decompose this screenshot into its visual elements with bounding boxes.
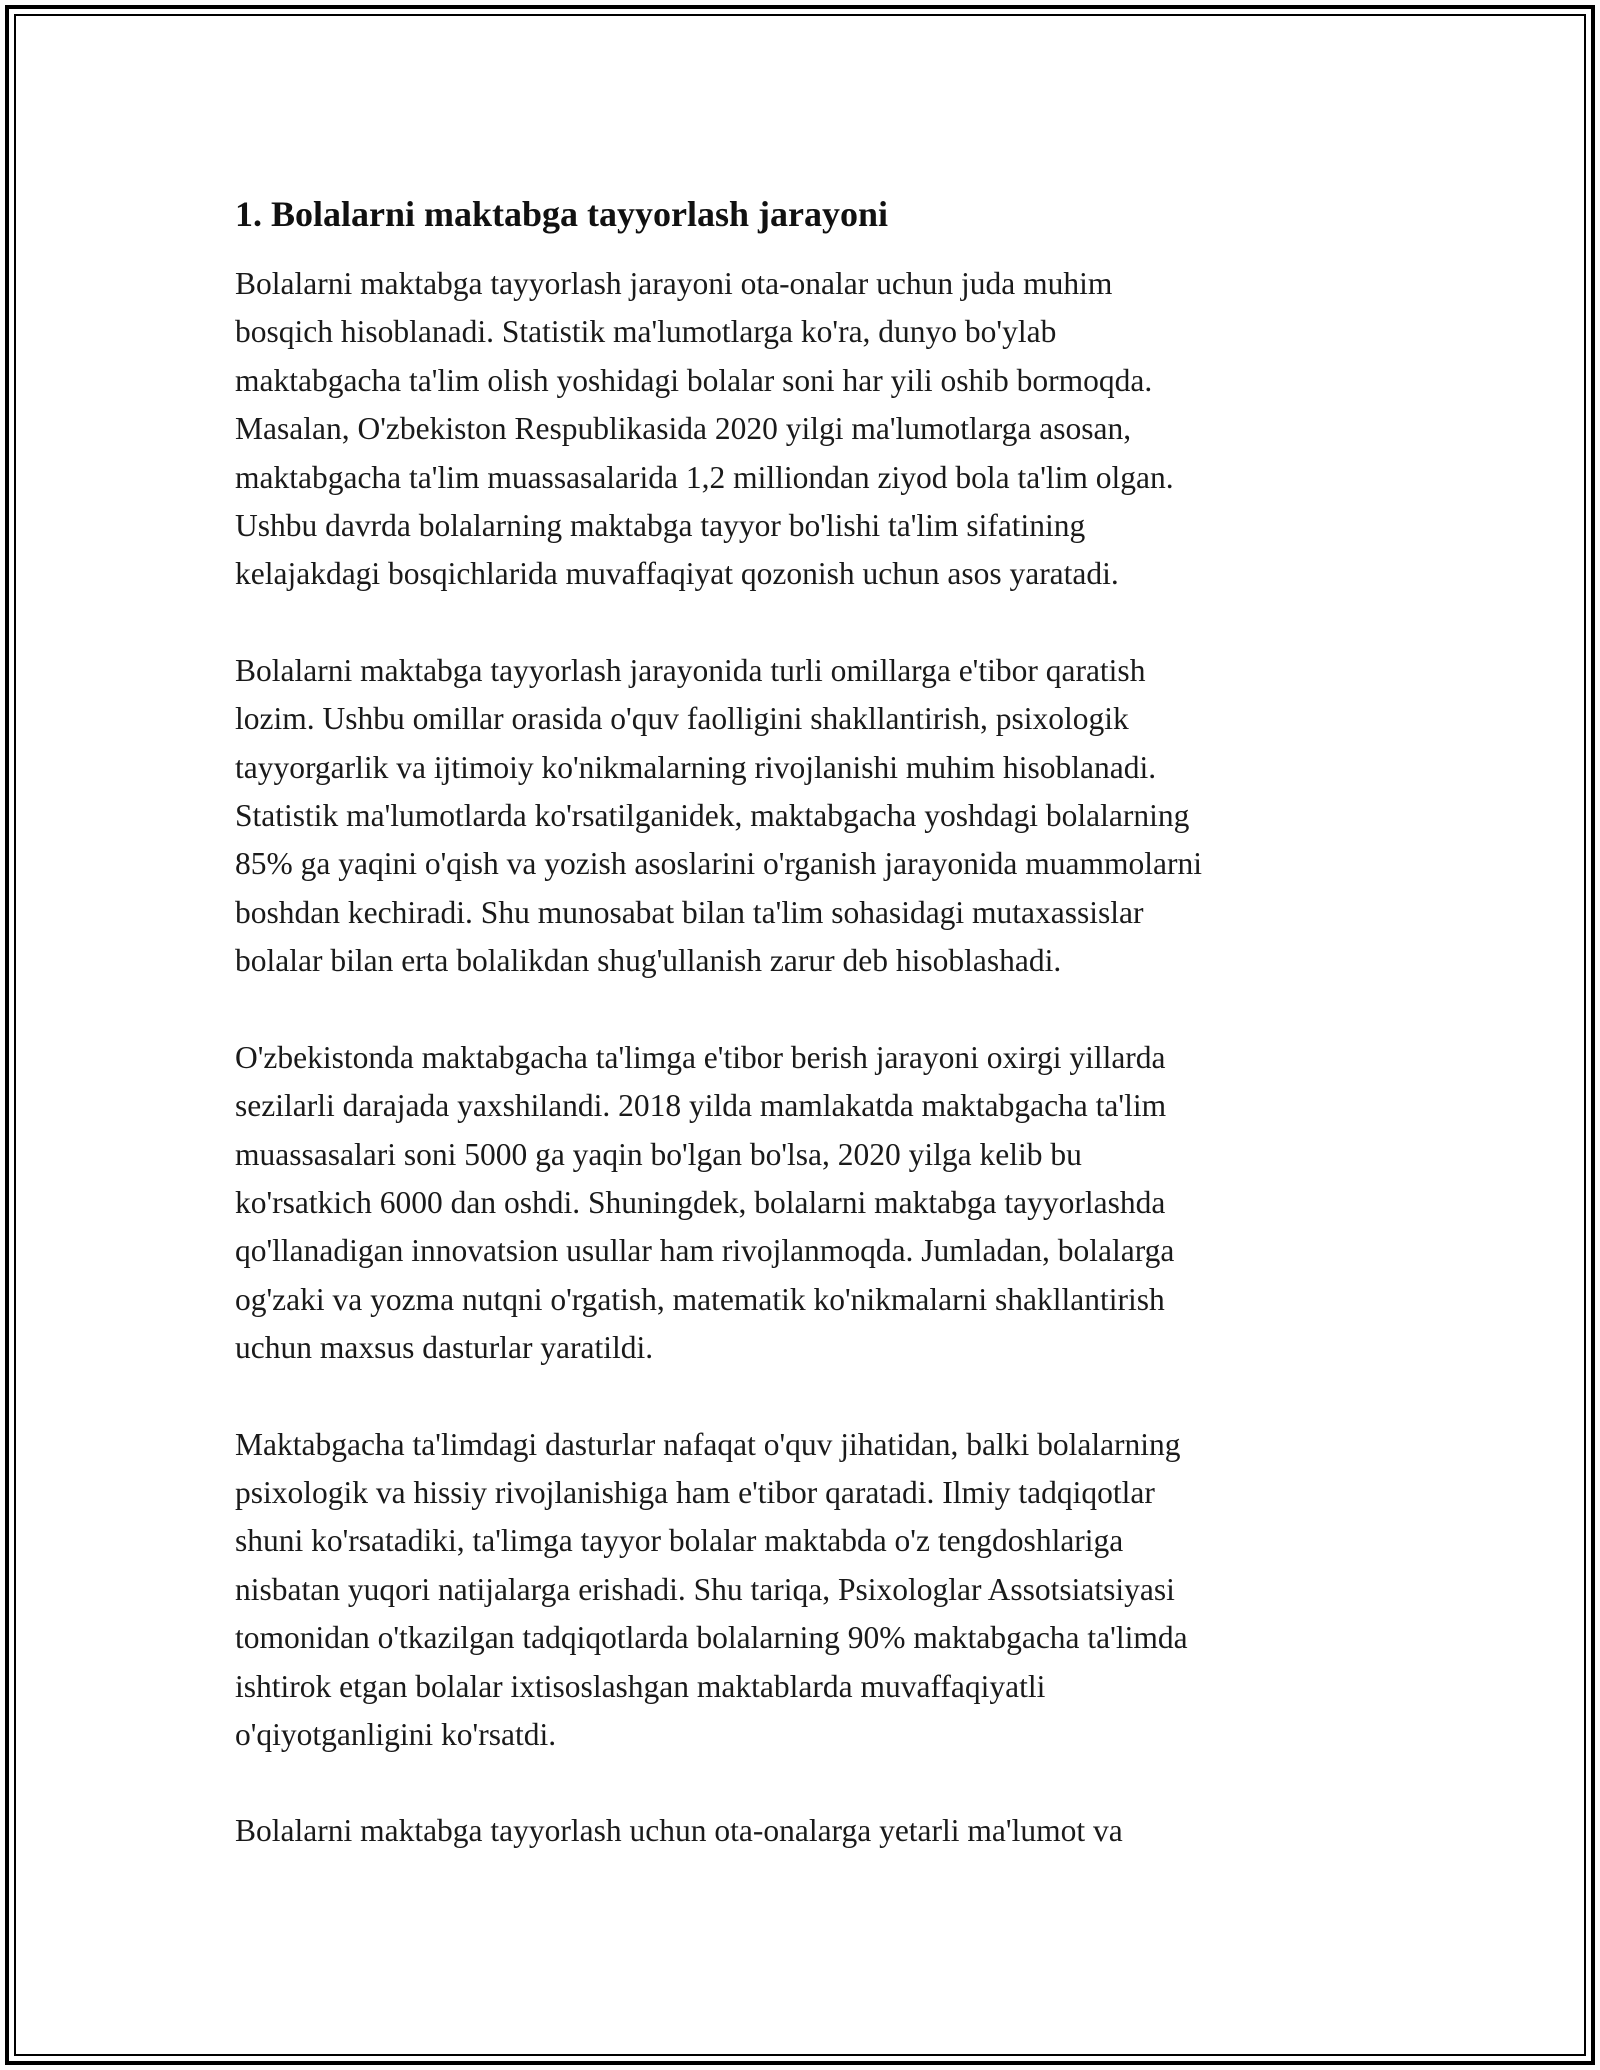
text-line: kelajakdagi bosqichlarida muvaffaqiyat qozonish uchun asos yaratadi. [235,556,1119,592]
text-line: bosqich hisoblanadi. Statistik ma'lumotlarga ko'ra, dunyo bo'ylab [235,314,1057,350]
text-line: Statistik ma'lumotlarda ko'rsatilganidek, maktabgacha yoshdagi bolalarning [235,798,1190,834]
text-line: tomonidan o'tkazilgan tadqiqotlarda bolalarning 90% maktabgacha ta'limda [235,1620,1188,1656]
text-line: Ushbu davrda bolalarning maktabga tayyor bo'lishi ta'lim sifatining [235,508,1086,544]
paragraph-4 [235,1421,1375,1760]
text-line: Bolalarni maktabga tayyorlash uchun ota-onalarga yetarli ma'lumot va [235,1813,1123,1849]
text-line: ishtirok etgan bolalar ixtisoslashgan maktablarda muvaffaqiyatli [235,1668,1046,1704]
text-line: maktabgacha ta'lim muassasalarida 1,2 milliondan ziyod bola ta'lim olgan. [235,459,1174,495]
text-line: O'zbekistonda maktabgacha ta'limga e'tibor berish jarayoni oxirgi yillarda [235,1039,1166,1075]
text-line: o'qiyotganligini ko'rsatdi. [235,1716,557,1752]
text-line: 85% ga yaqini o'qish va yozish asoslarini o'rganish jarayonida muammolarni [235,846,1202,882]
text-line: nisbatan yuqori natijalarga erishadi. Shu tariqa, Psixologlar Assotsiatsiyasi [235,1571,1175,1607]
text-line: bolalar bilan erta bolalikdan shug'ullanish zarur deb hisoblashadi. [235,943,1062,979]
text-line: og'zaki va yozma nutqni o'rgatish, matematik ko'nikmalarni shakllantirish [235,1281,1165,1317]
text-line: shuni ko'rsatadiki, ta'limga tayyor bolalar maktabda o'z tengdoshlariga [235,1523,1124,1559]
text-line: tayyorgarlik va ijtimoiy ko'nikmalarning rivojlanishi muhim hisoblanadi. [235,749,1157,785]
text-line: maktabgacha ta'lim olish yoshidagi bolalar soni har yili oshib bormoqda. [235,362,1153,398]
text-line: qo'llanadigan innovatsion usullar ham rivojlanmoqda. Jumladan, bolalarga [235,1233,1175,1269]
document-body [235,188,1375,1904]
text-line: muassasalari soni 5000 ga yaqin bo'lgan bo'lsa, 2020 yilga kelib bu [235,1136,1082,1172]
text-line: Masalan, O'zbekiston Respublikasida 2020 yilgi ma'lumotlarga asosan, [235,411,1132,447]
text-line: sezilarli darajada yaxshilandi. 2018 yilda mamlakatda maktabgacha ta'lim [235,1088,1167,1124]
paragraph-2 [235,647,1375,986]
paragraph-5 [235,1807,1375,1855]
paragraph-1 [235,260,1375,599]
text-line: Maktabgacha ta'limdagi dasturlar nafaqat o'quv jihatidan, balki bolalarning [235,1426,1181,1462]
text-line: ko'rsatkich 6000 dan oshdi. Shuningdek, bolalarni maktabga tayyorlashda [235,1184,1166,1220]
section-title: 1. Bolalarni maktabga tayyorlash jarayoni [235,194,889,234]
text-line: Bolalarni maktabga tayyorlash jarayoni ota-onalar uchun juda muhim [235,266,1113,301]
paragraph-3 [235,1034,1375,1373]
text-line: psixologik va hissiy rivojlanishiga ham e'tibor qaratadi. Ilmiy tadqiqotlar [235,1474,1155,1510]
text-line: lozim. Ushbu omillar orasida o'quv faolligini shakllantirish, psixologik [235,701,1129,737]
text-line: uchun maxsus dasturlar yaratildi. [235,1330,654,1366]
text-line: Bolalarni maktabga tayyorlash jarayonida turli omillarga e'tibor qaratish [235,652,1146,688]
text-line: boshdan kechiradi. Shu munosabat bilan ta'lim sohasidagi mutaxassislar [235,894,1144,930]
